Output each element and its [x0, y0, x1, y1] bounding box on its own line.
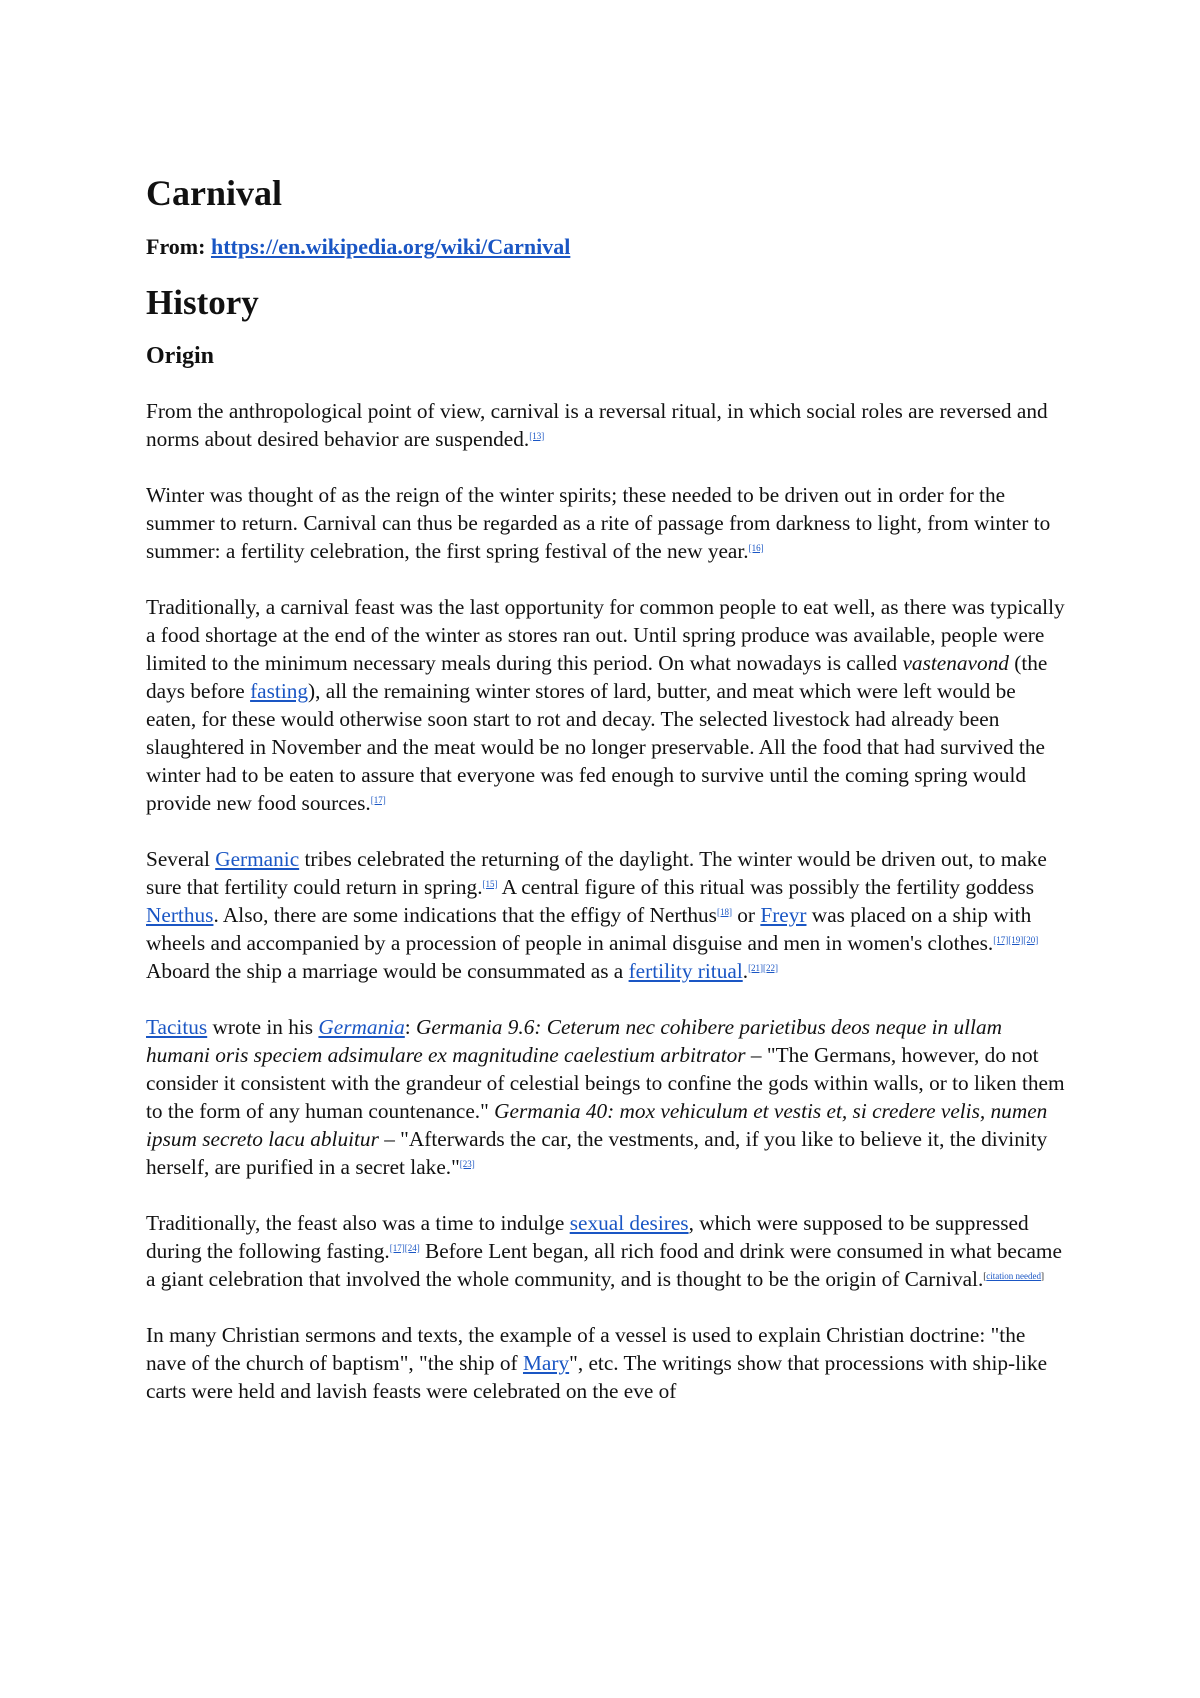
paragraph-text: or [731, 902, 761, 927]
paragraph-text: . Also, there are some indications that the effigy of Nerthus [213, 902, 717, 927]
source-line [146, 233, 1070, 262]
page-title: Carnival [146, 173, 283, 213]
source-link[interactable]: https://en.wikipedia.org/wiki/Carnival [210, 234, 571, 260]
paragraph-5 [146, 1013, 1070, 1181]
paragraph-1 [146, 397, 1070, 453]
link-tacitus[interactable]: Tacitus [146, 1014, 208, 1039]
paragraph-text: Before Lent began, all rich food and drink were consumed in what became a giant celebration that involved the whole community, and is thought to be the origin of Carnival. [146, 1238, 1062, 1291]
citation-bracket: ] [1041, 1270, 1045, 1281]
source-label: From: [146, 234, 211, 260]
link-sexual-desires[interactable]: sexual desires [569, 1210, 689, 1235]
link-nerthus[interactable]: Nerthus [146, 902, 214, 927]
paragraph-text: – "Afterwards the car, the vestments, and, if you like to believe it, the divinity herself, are purified in a secret lake." [146, 1126, 1048, 1179]
paragraph-text: From the anthropological point of view, carnival is a reversal ritual, in which social roles are reversed and norms about desired behavior are suspended. [146, 398, 1048, 451]
link-freyr[interactable]: Freyr [760, 902, 807, 927]
paragraph-7 [146, 1321, 1070, 1405]
link-fertility-ritual[interactable]: fertility ritual [628, 958, 743, 983]
link-germania[interactable]: Germania [318, 1014, 405, 1039]
paragraph-text: A central figure of this ritual was possibly the fertility goddess [497, 874, 1034, 899]
paragraph-2 [146, 481, 1070, 565]
paragraph-text: Several [146, 846, 216, 871]
citation-link[interactable]: [15] [482, 878, 498, 889]
paragraph-3 [146, 593, 1070, 817]
citation-link[interactable]: [17][24] [389, 1242, 420, 1253]
paragraph-text: . [742, 958, 749, 983]
paragraph-4 [146, 845, 1070, 985]
latin-quote: Germania 40: mox vehiculum et vestis et, si credere velis, numen ipsum secreto lacu abluitur [146, 1098, 1048, 1151]
citation-link[interactable]: [18] [716, 906, 732, 917]
link-fasting[interactable]: fasting [250, 678, 309, 703]
paragraph-text: In many Christian sermons and texts, the example of a vessel is used to explain Christian doctrine: "the nave of the church of baptism", "the ship of [146, 1322, 1026, 1375]
citation-bracket: [ [983, 1270, 987, 1281]
paragraph-text: , which were supposed to be suppressed during the following fasting. [146, 1210, 1029, 1263]
paragraph-text: : [404, 1014, 417, 1039]
citation-link[interactable]: [23] [459, 1158, 475, 1169]
italic-term: vastenavond [902, 650, 1009, 675]
paragraph-text: ", etc. The writings show that processions with ship-like carts were held and lavish feasts were celebrated on the eve of [146, 1350, 1048, 1403]
link-germanic[interactable]: Germanic [215, 846, 300, 871]
citation-link[interactable]: [17] [370, 794, 386, 805]
paragraph-text: Winter was thought of as the reign of the winter spirits; these needed to be driven out in order for the summer to return. Carnival can thus be regarded as a rite of passage from darkness to light, from winter to summer: a fertility celebration, the first spring festival of the new year. [146, 482, 1051, 563]
paragraph-6 [146, 1209, 1070, 1293]
paragraph-text: Traditionally, the feast also was a time to indulge [146, 1210, 570, 1235]
citation-needed-link[interactable]: citation needed [986, 1270, 1042, 1281]
citation-link[interactable]: [16] [748, 542, 764, 553]
section-heading-history: History [146, 282, 259, 322]
paragraph-text: Aboard the ship a marriage would be consummated as a [146, 958, 629, 983]
paragraph-text: Traditionally, a carnival feast was the last opportunity for common people to eat well, as there was typically a food shortage at the end of the winter as stores ran out. Until spring produce was available, people were limited to the minimum necessary meals during this period. On what nowadays is called [146, 594, 1065, 675]
paragraph-text: tribes celebrated the returning of the daylight. The winter would be driven out, to make sure that fertility could return in spring. [146, 846, 1047, 899]
paragraph-text: – "The Germans, however, do not consider it consistent with the grandeur of celestial beings to confine the gods within walls, or to liken them to the form of any human countenance." [146, 1042, 1065, 1123]
citation-link[interactable]: [13] [529, 430, 545, 441]
paragraph-text: (the days before [146, 650, 1048, 703]
paragraph-text: wrote in his [207, 1014, 319, 1039]
link-mary[interactable]: Mary [522, 1350, 570, 1375]
paragraph-text: was placed on a ship with wheels and accompanied by a procession of people in animal disguise and men in women's clothes. [146, 902, 1032, 955]
latin-quote: Germania 9.6: Ceterum nec cohibere parietibus deos neque in ullam humani oris speciem adsimulare ex magnitudine caelestium arbitrator [146, 1014, 1002, 1067]
citation-link[interactable]: [17][19][20] [993, 934, 1039, 945]
paragraph-text: ), all the remaining winter stores of lard, butter, and meat which were left would be eaten, for these would otherwise soon start to rot and decay. The selected livestock had already been slaughtered in November and the meat would be no longer preservable. All the food that had survived the winter had to be eaten to assure that everyone was fed enough to survive until the coming spring would provide new food sources. [146, 678, 1045, 815]
subsection-heading-origin: Origin [146, 342, 215, 369]
document-page [146, 172, 1070, 1433]
citation-link[interactable]: [21][22] [748, 962, 779, 973]
